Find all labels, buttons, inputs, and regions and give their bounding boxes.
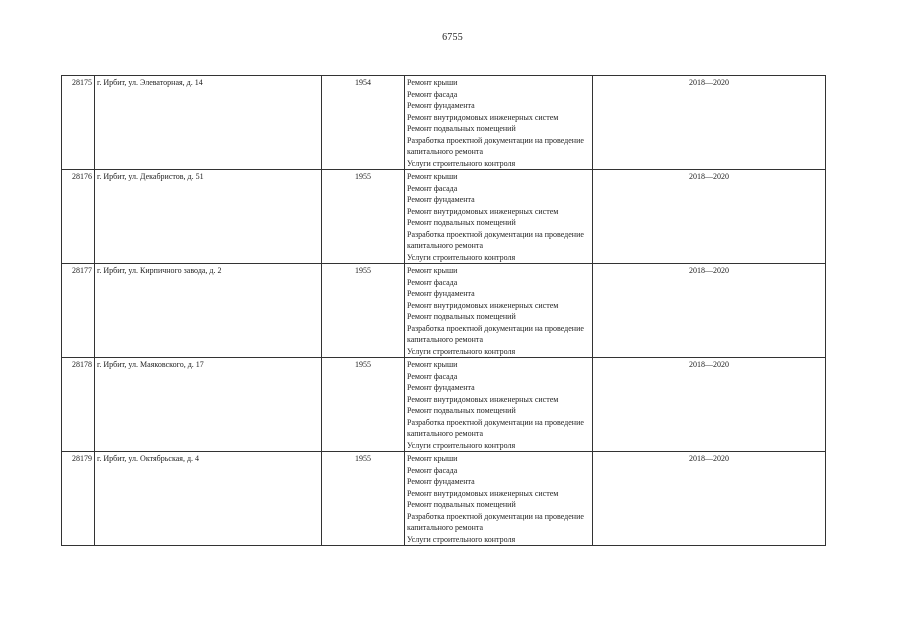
work-item: Ремонт фундамента [407,195,475,204]
work-item: Ремонт фасада [407,371,458,381]
building-address: г. Ирбит, ул. Декабристов, д. 51 [95,170,322,264]
work-item: Ремонт подвальных помещений [407,312,516,321]
table-row [62,452,826,546]
work-item: Разработка проектной документации на проведение капитального ремонта [407,417,584,438]
work-item: Ремонт фундамента [407,101,475,110]
row-number: 28176 [62,170,95,264]
work-item: Ремонт фасада [407,89,458,99]
repair-period: 2018—2020 [593,452,826,546]
table-row [62,170,826,264]
work-item: Ремонт внутридомовых инженерных систем [407,394,559,404]
repair-schedule-table [61,75,826,546]
work-item: Ремонт внутридомовых инженерных систем [407,206,559,216]
work-item: Ремонт внутридомовых инженерных систем [407,300,559,310]
work-item: Ремонт крыши [407,266,458,275]
work-item: Ремонт фасада [407,183,458,193]
construction-year: 1954 [322,76,405,170]
work-item: Ремонт внутридомовых инженерных систем [407,112,559,122]
repair-period: 2018—2020 [593,264,826,358]
row-number: 28178 [62,358,95,452]
building-address: г. Ирбит, ул. Маяковского, д. 17 [95,358,322,452]
building-address: г. Ирбит, ул. Октябрьская, д. 4 [95,452,322,546]
row-number: 28177 [62,264,95,358]
row-number: 28175 [62,76,95,170]
work-item: Разработка проектной документации на проведение капитального ремонта [407,135,584,156]
row-number: 28179 [62,452,95,546]
work-item: Ремонт фасада [407,277,458,287]
work-item: Разработка проектной документации на проведение капитального ремонта [407,323,584,344]
work-item: Услуги строительного контроля [407,440,516,450]
construction-year: 1955 [322,170,405,264]
construction-year: 1955 [322,358,405,452]
repair-works-list [405,358,593,452]
work-item: Ремонт фундамента [407,383,475,392]
work-item: Ремонт фундамента [407,477,475,486]
work-item: Ремонт внутридомовых инженерных систем [407,488,559,498]
repair-period: 2018—2020 [593,170,826,264]
repair-works-list [405,452,593,546]
work-item: Услуги строительного контроля [407,346,516,356]
work-item: Ремонт фундамента [407,289,475,298]
repair-works-list [405,170,593,264]
repair-period: 2018—2020 [593,76,826,170]
table-row [62,264,826,358]
work-item: Ремонт крыши [407,78,458,87]
repair-works-list [405,264,593,358]
work-item: Ремонт подвальных помещений [407,500,516,509]
work-item: Разработка проектной документации на проведение капитального ремонта [407,511,584,532]
building-address: г. Ирбит, ул. Кирпичного завода, д. 2 [95,264,322,358]
work-item: Ремонт подвальных помещений [407,124,516,133]
construction-year: 1955 [322,452,405,546]
work-item: Ремонт крыши [407,172,458,181]
work-item: Услуги строительного контроля [407,534,516,544]
repair-period: 2018—2020 [593,358,826,452]
work-item: Ремонт подвальных помещений [407,406,516,415]
table-row [62,76,826,170]
work-item: Услуги строительного контроля [407,252,516,262]
work-item: Услуги строительного контроля [407,158,516,168]
page-number: 6755 [442,32,463,43]
work-item: Ремонт крыши [407,360,458,369]
building-address: г. Ирбит, ул. Элеваторная, д. 14 [95,76,322,170]
table-row [62,358,826,452]
construction-year: 1955 [322,264,405,358]
work-item: Ремонт подвальных помещений [407,218,516,227]
work-item: Разработка проектной документации на проведение капитального ремонта [407,229,584,250]
repair-works-list [405,76,593,170]
work-item: Ремонт крыши [407,454,458,463]
work-item: Ремонт фасада [407,465,458,475]
